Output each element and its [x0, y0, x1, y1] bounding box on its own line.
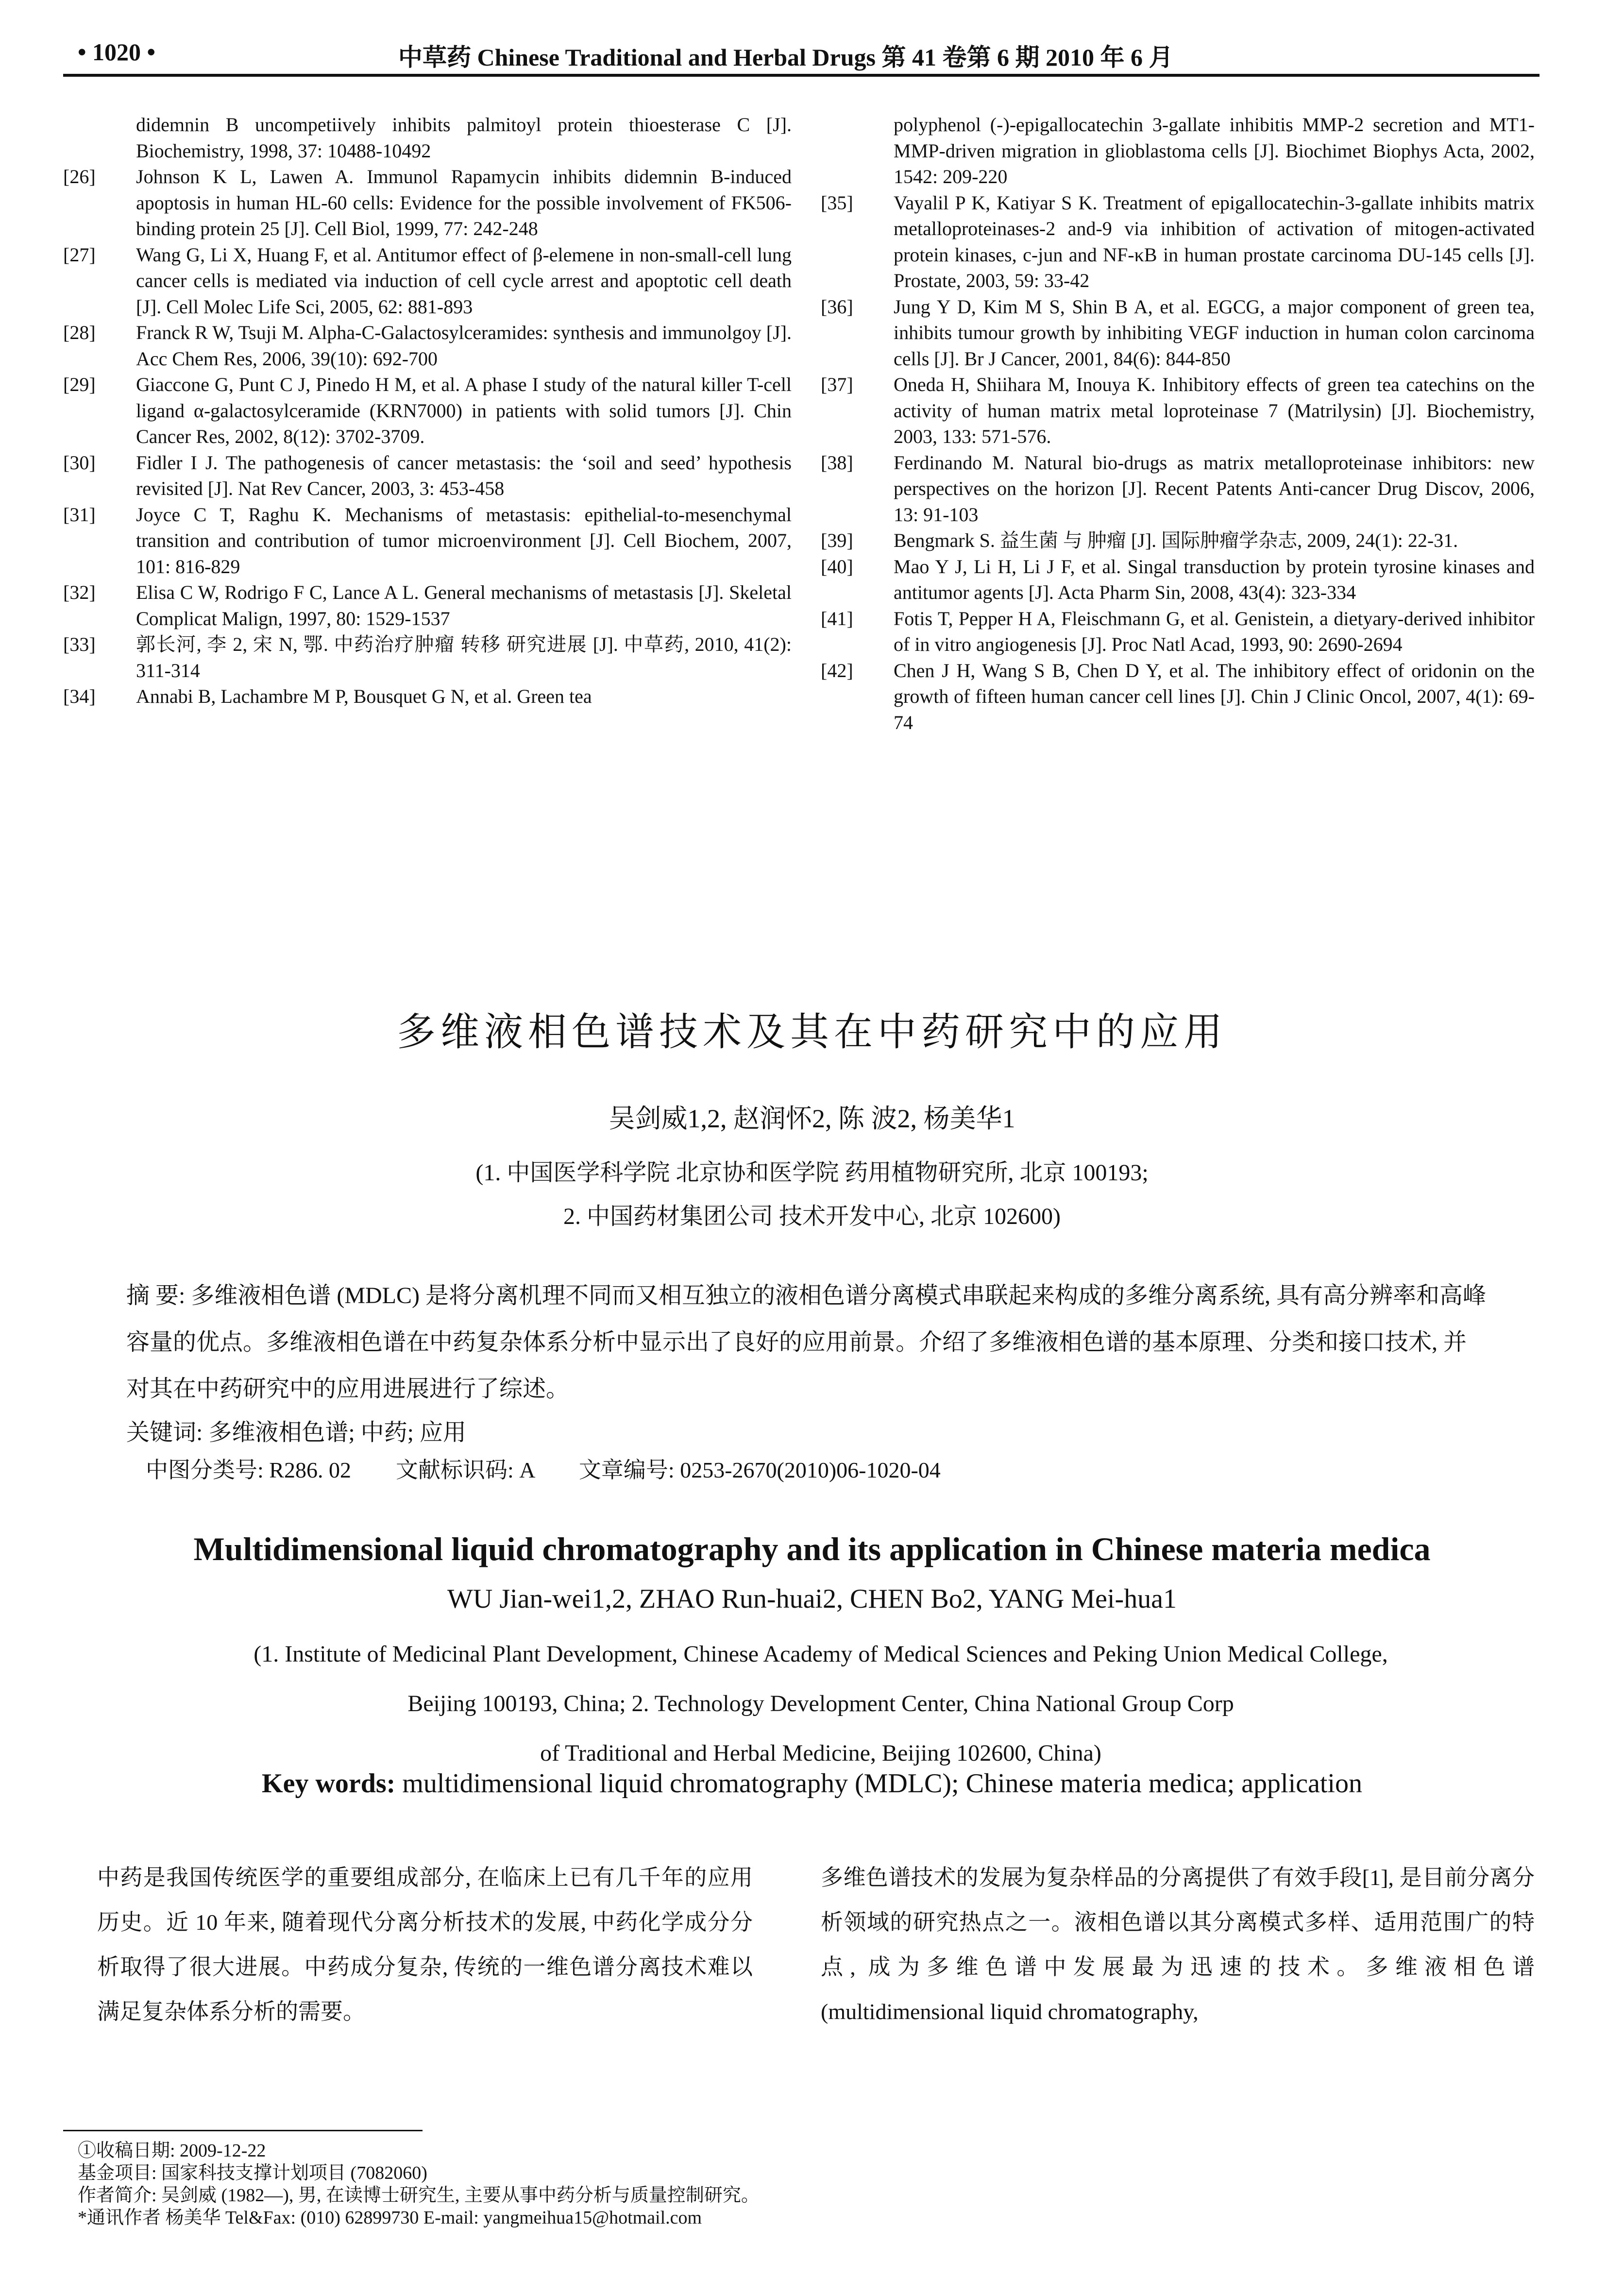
reference-number: [40] [821, 555, 853, 578]
keywords-text: multidimensional liquid chromatography (MDLC); Chinese materia medica; application [402, 1768, 1362, 1799]
header-rule [63, 74, 1539, 77]
english-affiliation-line: (1. Institute of Medicinal Plant Development, Chinese Academy of Medical Sciences and Peking Union Medical College, [254, 1641, 1388, 1667]
english-affiliation-line: of Traditional and Herbal Medicine, Beijing 102600, China) [540, 1740, 1101, 1766]
body-text-right: 多维色谱技术的发展为复杂样品的分离提供了有效手段[1], 是目前分离分析领域的研究热点之一。液相色谱以其分离模式多样、适用范围广的特点, 成为多维色谱中发展最为迅速的技术。多维液相色谱 (multidimensional liquid chromatography, [821, 1865, 1535, 2024]
reference-text: Giaccone G, Punt C J, Pinedo H M, et al. A phase I study of the natural killer T-cell ligand α-galactosylceramide (KRN7000) in patients with solid tumors [J]. Chin Cancer Res, 2002, 8(12): 3702-3709. [136, 374, 792, 447]
chinese-affiliation-line: 2. 中国药材集团公司 技术开发中心, 北京 102600) [563, 1204, 1061, 1229]
reference-text: Ferdinando M. Natural bio-drugs as matrix metalloproteinase inhibitors: new perspectives on the horizon [J]. Recent Patents Anti-cancer Drug Discov, 2006, 13: 91-103 [894, 451, 1535, 526]
reference-number: [32] [63, 581, 96, 603]
reference-entry [63, 242, 792, 320]
chinese-keywords: 关键词: 多维液相色谱; 中药; 应用 [126, 1420, 467, 1445]
reference-entry [63, 502, 792, 580]
reference-entry [821, 527, 1535, 554]
reference-entry [63, 450, 792, 502]
english-keywords [0, 1768, 1624, 1799]
reference-number: [33] [63, 633, 96, 655]
reference-text: Vayalil P K, Katiyar S K. Treatment of epigallocatechin-3-gallate inhibits matrix metalloproteinases-2 and-9 via inhibition of activation of mitogen-activated protein kinases, c-jun and NF-κB in human prostate carcinoma DU-145 cells [J]. Prostate, 2003, 59: 33-42 [894, 191, 1535, 291]
reference-number: [29] [63, 374, 96, 395]
reference-number: [39] [821, 529, 853, 551]
keywords-label: Key words: [262, 1768, 396, 1799]
reference-number: [35] [821, 191, 853, 214]
journal-header: 中草药 Chinese Traditional and Herbal Drugs 第 41 卷第 6 期 2010 年 6 月 [398, 44, 1173, 71]
references-left-column [63, 112, 792, 710]
chinese-authors: 吴剑威1,2, 赵润怀2, 陈 波2, 杨美华1 [609, 1104, 1015, 1133]
reference-text: Fotis T, Pepper H A, Fleischmann G, et al. Genistein, a dietyary-derived inhibitor of in vitro angiogenesis [J]. Proc Natl Acad, 1993, 90: 2690-2694 [894, 607, 1535, 655]
reference-number: [37] [821, 374, 853, 395]
reference-text: Elisa C W, Rodrigo F C, Lance A L. General mechanisms of metastasis [J]. Skeletal Complicat Malign, 1997, 80: 1529-1537 [136, 581, 792, 629]
footnote-rule [63, 2130, 423, 2131]
chinese-affiliation [0, 1151, 1624, 1239]
reference-entry [821, 372, 1535, 450]
reference-entry: polyphenol (-)-epigallocatechin 3-gallate inhibitis MMP-2 secretion and MT1-MMP-driven migration in glioblastoma cells [J]. Biochimet Biophys Acta, 2002, 1542: 209-220 [894, 114, 1535, 187]
reference-text: Mao Y J, Li H, Li J F, et al. Singal transduction by protein tyrosine kinases and antitumor agents [J]. Acta Pharm Sin, 2008, 43(4): 323-334 [894, 555, 1535, 603]
reference-text: Franck R W, Tsuji M. Alpha-C-Galactosylceramides: synthesis and immunolgoy [J]. Acc Chem Res, 2006, 39(10): 692-700 [136, 322, 792, 370]
english-affiliation [78, 1630, 1564, 1778]
reference-entry [63, 320, 792, 372]
reference-entry [821, 190, 1535, 294]
reference-text: Bengmark S. 益生菌 与 肿瘤 [J]. 国际肿瘤学杂志, 2009, 24(1): 22-31. [894, 529, 1458, 551]
reference-text: Oneda H, Shiihara M, Inouya K. Inhibitory effects of green tea catechins on the activity of human matrix metal loproteinase 7 (Matrilysin) [J]. Biochemistry, 2003, 133: 571-576. [894, 374, 1535, 447]
reference-entry [821, 658, 1535, 736]
reference-number: [38] [821, 451, 853, 474]
english-affiliation-line: Beijing 100193, China; 2. Technology Development Center, China National Group Corp [407, 1691, 1234, 1716]
reference-text: Chen J H, Wang S B, Chen D Y, et al. The inhibitory effect of oridonin on the growth of fifteen human cancer cell lines [J]. Chin J Clinic Oncol, 2007, 4(1): 69-74 [894, 659, 1535, 733]
reference-number: [31] [63, 503, 96, 526]
english-title: Multidimensional liquid chromatography and its application in Chinese materia medica [193, 1530, 1431, 1567]
reference-entry [821, 450, 1535, 528]
reference-text: Jung Y D, Kim M S, Shin B A, et al. EGCG, a major component of green tea, inhibits tumour growth by inhibiting VEGF induction in human colon carcinoma cells [J]. Br J Cancer, 2001, 84(6): 844-850 [894, 295, 1535, 370]
footnote-received: ①收稿日期: 2009-12-22 [78, 2141, 266, 2161]
reference-number: [42] [821, 659, 853, 681]
reference-entry [63, 164, 792, 242]
reference-entry [63, 579, 792, 631]
reference-text: Annabi B, Lachambre M P, Bousquet G N, et al. Green tea [136, 685, 592, 707]
reference-entry: didemnin B uncompetiively inhibits palmitoyl protein thioesterase C [J]. Biochemistry, 1998, 37: 10488-10492 [136, 114, 792, 162]
english-authors: WU Jian-wei1,2, ZHAO Run-huai2, CHEN Bo2, YANG Mei-hua1 [447, 1584, 1177, 1614]
reference-number: [34] [63, 685, 96, 707]
chinese-abstract: 摘 要: 多维液相色谱 (MDLC) 是将分离机理不同而又相互独立的液相色谱分离模式串联起来构成的多维分离系统, 具有高分辨率和高峰容量的优点。多维液相色谱在中药复杂体系分析中显示出了良好的应用前景。介绍了多维液相色谱的基本原理、分类和接口技术, 并对其在中药研究中的应用进展进行了综述。 [126, 1283, 1486, 1402]
chinese-title: 多维液相色谱技术及其在中药研究中的应用 [397, 1011, 1227, 1054]
footnote-contact: *通讯作者 杨美华 Tel&Fax: (010) 62899730 E-mail: yangmeihua15@hotmail.com [78, 2208, 702, 2228]
reference-number: [36] [821, 295, 853, 318]
reference-text: Johnson K L, Lawen A. Immunol Rapamycin inhibits didemnin B-induced apoptosis in human HL-60 cells: Evidence for the possible involvement of FK506-binding protein 25 [J]. Cell Biol, 1999, 77: 242-248 [136, 166, 792, 239]
reference-entry [63, 631, 792, 683]
page-number: • 1020 • [78, 38, 156, 66]
reference-text: Fidler I J. The pathogenesis of cancer metastasis: the ‘soil and seed’ hypothesis revisited [J]. Nat Rev Cancer, 2003, 3: 453-458 [136, 451, 792, 499]
reference-entry [63, 372, 792, 450]
footnote-author: 作者简介: 吴剑威 (1982—), 男, 在读博士研究生, 主要从事中药分析与质量控制研究。 [78, 2185, 760, 2206]
reference-text: Wang G, Li X, Huang F, et al. Antitumor effect of β-elemene in non-small-cell lung cancer cells is mediated via induction of cell cycle arrest and apoptotic cell death [J]. Cell Molec Life Sci, 2005, 62: 881-893 [136, 243, 792, 318]
chinese-affiliation-line: (1. 中国医学科学院 北京协和医学院 药用植物研究所, 北京 100193; [475, 1160, 1149, 1186]
reference-entry [821, 554, 1535, 606]
reference-text: Joyce C T, Raghu K. Mechanisms of metastasis: epithelial-to-mesenchymal transition and contribution of tumor microenvironment [J]. Cell Biochem, 2007, 101: 816-829 [136, 503, 792, 578]
reference-number: [30] [63, 451, 96, 474]
body-text-left: 中药是我国传统医学的重要组成部分, 在临床上已有几千年的应用历史。近 10 年来, 随着现代分离分析技术的发展, 中药化学成分分析取得了很大进展。中药成分复杂, 传统的一维色谱分离技术难以满足复杂体系分析的需要。 [97, 1865, 753, 2024]
reference-number: [41] [821, 607, 853, 629]
footnote [78, 2140, 1535, 2229]
reference-number: [27] [63, 243, 96, 266]
reference-number: [28] [63, 322, 96, 343]
reference-entry [63, 683, 792, 710]
classification-line: 中图分类号: R286. 02 文献标识码: A 文章编号: 0253-2670(2010)06-1020-04 [146, 1458, 941, 1482]
reference-text: 郭长河, 李 2, 宋 N, 鄂. 中药治疗肿瘤 转移 研究进展 [J]. 中草药, 2010, 41(2): 311-314 [136, 633, 792, 681]
footnote-fund: 基金项目: 国家科技支撑计划项目 (7082060) [78, 2163, 427, 2183]
running-header [63, 29, 1539, 76]
reference-number: [26] [63, 166, 96, 187]
reference-entry [821, 606, 1535, 658]
reference-entry [821, 294, 1535, 372]
references-right-column [821, 112, 1535, 735]
